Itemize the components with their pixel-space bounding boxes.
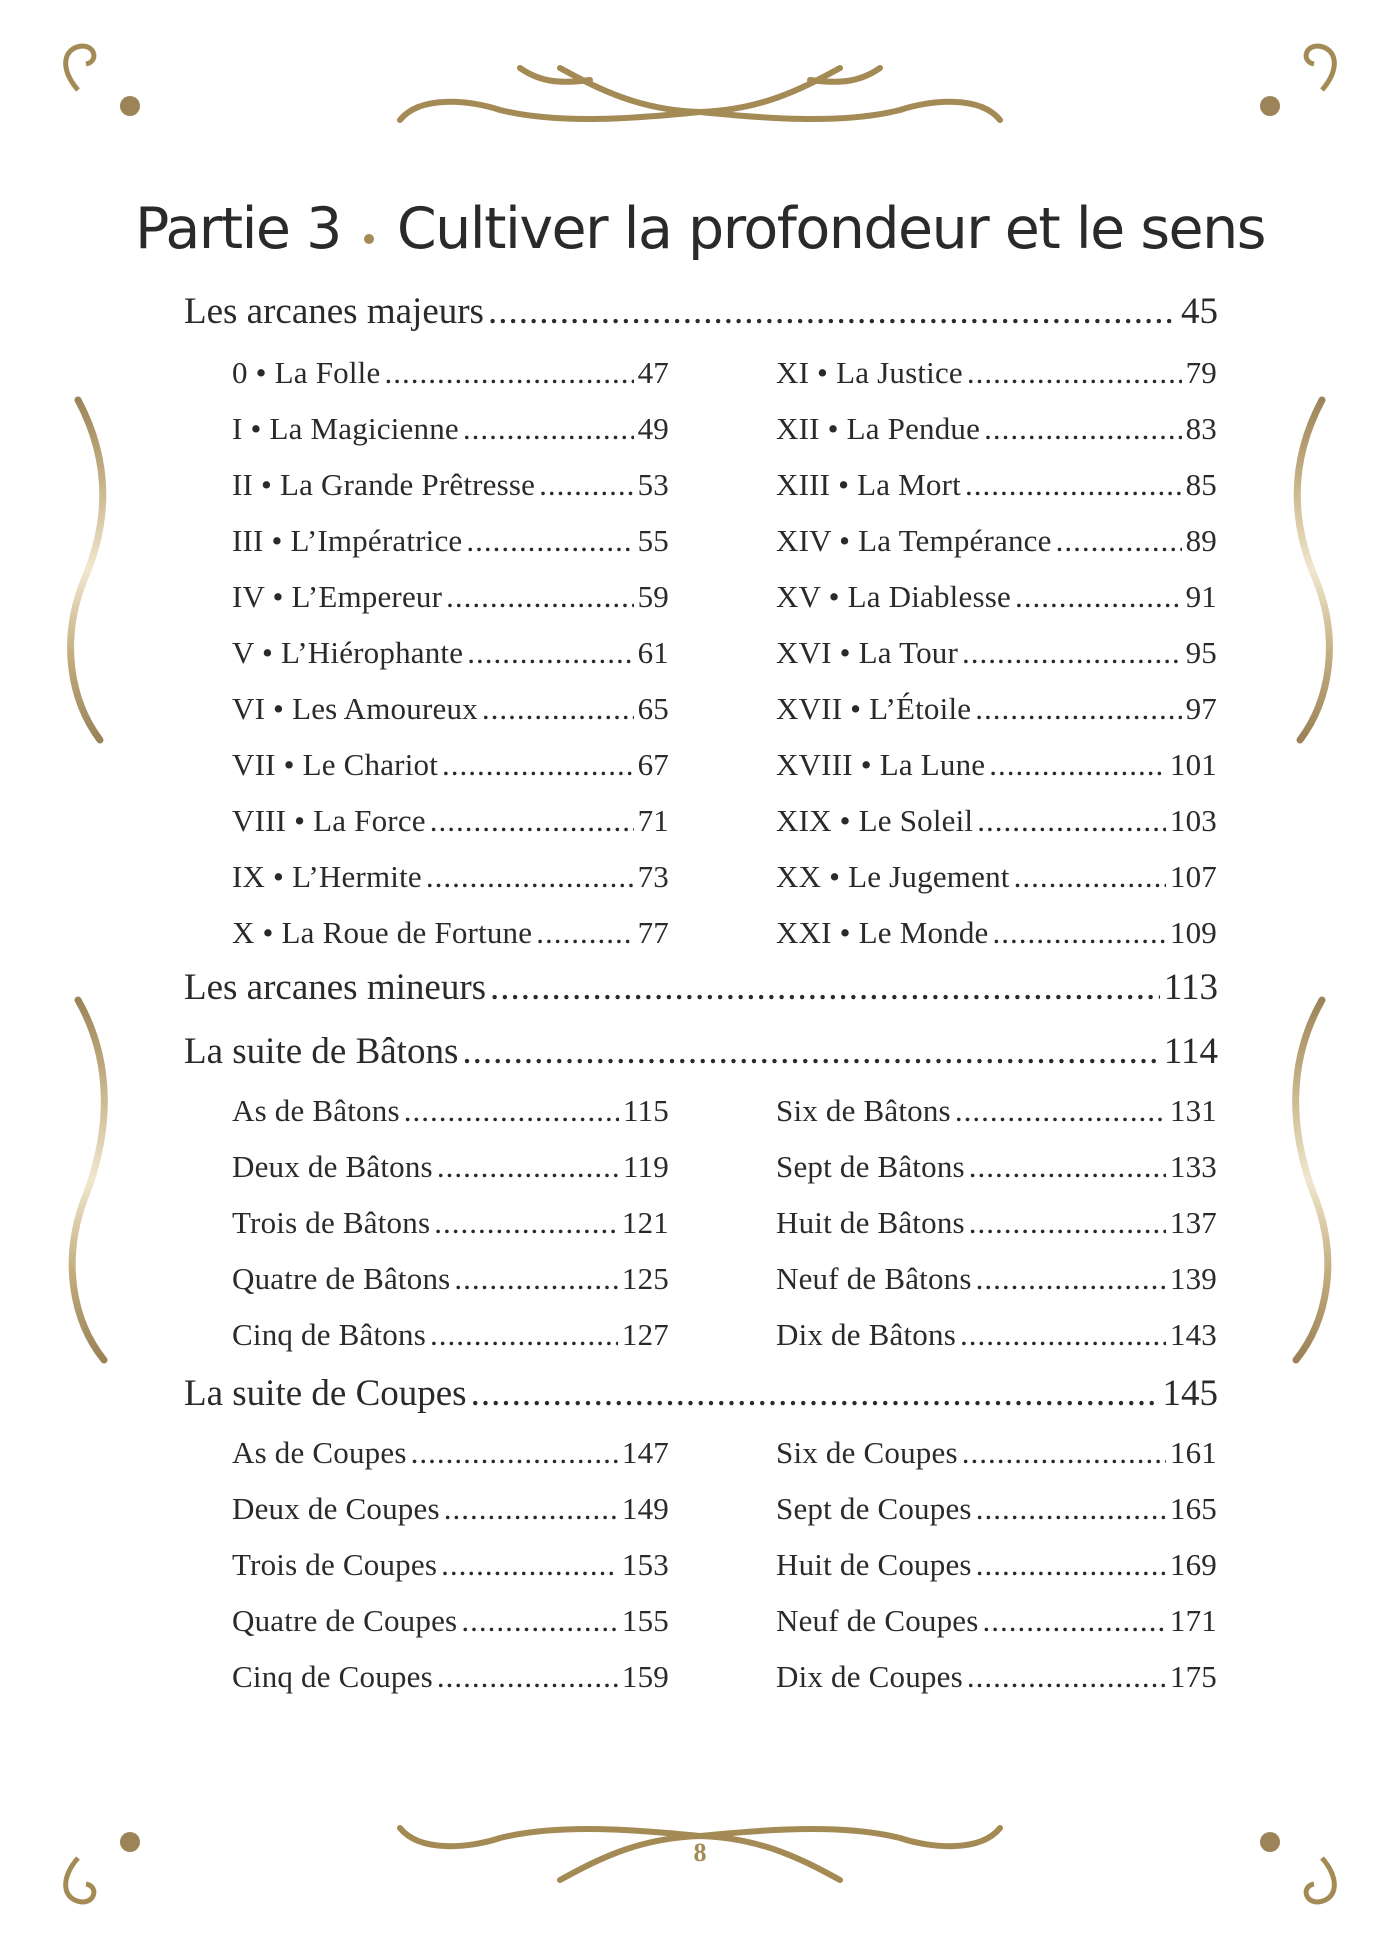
toc-section-page: 113 (1163, 967, 1218, 1008)
toc-entry-page: 161 (1169, 1435, 1217, 1470)
toc-entry[interactable] (776, 859, 1217, 903)
toc-section[interactable] (184, 1030, 1218, 1080)
toc-entry-page: 125 (621, 1261, 669, 1296)
title-separator-dot (363, 193, 375, 259)
toc-entry[interactable] (232, 915, 669, 959)
toc-entry[interactable] (232, 803, 669, 847)
toc-entry-page: 101 (1169, 747, 1217, 782)
toc-section-label: La suite de Coupes (184, 1373, 467, 1414)
toc-entry-label: XX • Le Jugement (776, 859, 1010, 894)
leader-dots (976, 1547, 1166, 1583)
toc-entry-label: Sept de Coupes (776, 1491, 972, 1526)
leader-dots (437, 1149, 619, 1185)
leader-dots (430, 803, 634, 839)
toc-entry-label: Dix de Coupes (776, 1659, 963, 1694)
toc-entry[interactable] (776, 747, 1217, 791)
toc-section-page: 145 (1162, 1373, 1218, 1414)
toc-entry[interactable] (232, 747, 669, 791)
toc-entry-page: 67 (637, 747, 669, 782)
toc-entry[interactable] (776, 579, 1217, 623)
toc-section-page: 114 (1163, 1031, 1218, 1072)
toc-section[interactable] (184, 966, 1218, 1016)
toc-entry[interactable] (776, 1659, 1217, 1703)
toc-entry-page: 77 (637, 915, 669, 950)
toc-entry-page: 59 (637, 579, 669, 614)
toc-entry-page: 109 (1169, 915, 1217, 950)
toc-entry-label: III • L’Impératrice (232, 523, 463, 558)
toc-section-label: La suite de Bâtons (184, 1031, 459, 1072)
toc-entry-label: XVIII • La Lune (776, 747, 986, 782)
leader-dots (1056, 523, 1182, 559)
toc-entry-label: Six de Bâtons (776, 1093, 951, 1128)
toc-entry-label: Huit de Bâtons (776, 1205, 965, 1240)
toc-entry[interactable] (232, 1659, 669, 1703)
leader-dots (536, 915, 633, 951)
leader-dots (977, 803, 1166, 839)
leader-dots (437, 1659, 618, 1695)
toc-entry-page: 91 (1185, 579, 1217, 614)
leader-dots (490, 966, 1160, 1009)
toc-entry[interactable] (776, 1093, 1217, 1137)
toc-entry-page: 89 (1185, 523, 1217, 558)
toc-section[interactable] (184, 290, 1218, 340)
toc-entry-label: Trois de Coupes (232, 1547, 438, 1582)
leader-dots (384, 355, 633, 391)
leader-dots (1015, 579, 1182, 615)
toc-entry-page: 169 (1169, 1547, 1217, 1582)
toc-entry[interactable] (776, 1317, 1217, 1361)
toc-entry-label: IV • L’Empereur (232, 579, 443, 614)
page-title (0, 196, 1400, 265)
toc-entry[interactable] (232, 411, 669, 455)
toc-entry-page: 47 (637, 355, 669, 390)
toc-entry-label: I • La Magicienne (232, 411, 459, 446)
toc-entry-page: 85 (1185, 467, 1217, 502)
toc-entry[interactable] (776, 803, 1217, 847)
toc-entry-label: XVII • L’Étoile (776, 691, 972, 726)
leader-dots (454, 1261, 617, 1297)
leader-dots (539, 467, 633, 503)
top-flourish (400, 68, 1000, 120)
toc-entry-page: 171 (1169, 1603, 1217, 1638)
toc-entry[interactable] (776, 635, 1217, 679)
toc-entry-page: 71 (637, 803, 669, 838)
toc-entry-label: XIII • La Mort (776, 467, 961, 502)
leader-dots (955, 1093, 1166, 1129)
leader-dots (426, 859, 634, 895)
leader-dots (983, 1603, 1166, 1639)
toc-entry[interactable] (776, 355, 1217, 399)
leader-dots (411, 1435, 618, 1471)
part-label: Partie 3 (135, 196, 341, 262)
leader-dots (967, 355, 1182, 391)
toc-entry-label: V • L’Hiérophante (232, 635, 464, 670)
toc-entry-label: II • La Grande Prêtresse (232, 467, 536, 502)
leader-dots (434, 1205, 618, 1241)
leader-dots (442, 747, 634, 783)
toc-entry-label: Cinq de Bâtons (232, 1317, 426, 1352)
leader-dots (444, 1491, 618, 1527)
toc-entry-label: XI • La Justice (776, 355, 963, 390)
leader-dots (462, 1030, 1160, 1073)
toc-entry-label: XXI • Le Monde (776, 915, 989, 950)
toc-entry-label: As de Bâtons (232, 1093, 400, 1128)
toc-entry[interactable] (232, 355, 669, 399)
toc-entry[interactable] (776, 1547, 1217, 1591)
toc-entry-page: 79 (1185, 355, 1217, 390)
toc-entry[interactable] (232, 1205, 669, 1249)
toc-entry-label: Quatre de Bâtons (232, 1261, 451, 1296)
toc-entry-page: 115 (623, 1093, 669, 1128)
toc-entry-page: 49 (637, 411, 669, 446)
leader-dots (984, 411, 1182, 447)
toc-entry-page: 103 (1169, 803, 1217, 838)
toc-entry-page: 53 (637, 467, 669, 502)
toc-entry-page: 83 (1185, 411, 1217, 446)
leader-dots (976, 1261, 1166, 1297)
toc-entry[interactable] (232, 859, 669, 903)
toc-entry-page: 175 (1169, 1659, 1217, 1694)
toc-entry[interactable] (232, 635, 669, 679)
toc-entry[interactable] (232, 1149, 669, 1193)
toc-entry-page: 165 (1169, 1491, 1217, 1526)
toc-entry-page: 147 (621, 1435, 669, 1470)
toc-entry-label: VII • Le Chariot (232, 747, 439, 782)
leader-dots (976, 1491, 1166, 1527)
toc-entry[interactable] (776, 691, 1217, 735)
leader-dots (463, 411, 634, 447)
toc-entry[interactable] (232, 579, 669, 623)
toc-entry-label: Huit de Coupes (776, 1547, 972, 1582)
toc-entry[interactable] (776, 915, 1217, 959)
toc-entry[interactable] (232, 1093, 669, 1137)
toc-section[interactable] (184, 1372, 1218, 1422)
leader-dots (441, 1547, 618, 1583)
toc-entry-page: 149 (621, 1491, 669, 1526)
toc-section-label: Les arcanes majeurs (184, 291, 484, 332)
toc-entry[interactable] (232, 1261, 669, 1305)
toc-section-page: 45 (1181, 291, 1218, 332)
toc-entry-page: 107 (1169, 859, 1217, 894)
toc-entry[interactable] (232, 1317, 669, 1361)
leader-dots (989, 747, 1166, 783)
toc-entry-label: XV • La Diablesse (776, 579, 1011, 614)
toc-entry-page: 55 (637, 523, 669, 558)
leader-dots (965, 467, 1182, 503)
toc-entry-page: 155 (621, 1603, 669, 1638)
toc-entry[interactable] (232, 1603, 669, 1647)
leader-dots (471, 1372, 1159, 1415)
toc-entry[interactable] (232, 1435, 669, 1479)
leader-dots (975, 691, 1181, 727)
leader-dots (488, 290, 1177, 333)
leader-dots (446, 579, 633, 615)
toc-entry-label: Neuf de Coupes (776, 1603, 979, 1638)
page-number: 8 (693, 1838, 707, 1867)
toc-entry[interactable] (776, 467, 1217, 511)
toc-entry[interactable] (232, 1491, 669, 1535)
toc-entry-page: 119 (623, 1149, 669, 1184)
toc-entry[interactable] (232, 467, 669, 511)
toc-entry[interactable] (776, 523, 1217, 567)
toc-entry-label: VIII • La Force (232, 803, 426, 838)
toc-entry-label: VI • Les Amoureux (232, 691, 478, 726)
toc-entry-label: XVI • La Tour (776, 635, 959, 670)
toc-entry[interactable] (776, 1491, 1217, 1535)
toc-entry-page: 61 (637, 635, 669, 670)
toc-entry[interactable] (776, 1205, 1217, 1249)
toc-entry-page: 97 (1185, 691, 1217, 726)
leader-dots (993, 915, 1166, 951)
leader-dots (482, 691, 634, 727)
toc-entry-label: Neuf de Bâtons (776, 1261, 972, 1296)
toc-entry[interactable] (776, 1603, 1217, 1647)
toc-entry-label: Trois de Bâtons (232, 1205, 431, 1240)
toc-entry-label: Quatre de Coupes (232, 1603, 458, 1638)
toc-entry-label: Deux de Bâtons (232, 1149, 433, 1184)
toc-entry-label: Dix de Bâtons (776, 1317, 956, 1352)
toc-entry-label: IX • L’Hermite (232, 859, 422, 894)
toc-entry-page: 73 (637, 859, 669, 894)
leader-dots (461, 1603, 618, 1639)
toc-entry-page: 139 (1169, 1261, 1217, 1296)
toc-entry[interactable] (776, 1261, 1217, 1305)
leader-dots (430, 1317, 618, 1353)
toc-entry[interactable] (776, 411, 1217, 455)
toc-entry-page: 65 (637, 691, 669, 726)
toc-entry-label: Deux de Coupes (232, 1491, 440, 1526)
toc-entry[interactable] (232, 1547, 669, 1591)
leader-dots (1014, 859, 1166, 895)
toc-entry-page: 127 (621, 1317, 669, 1352)
leader-dots (969, 1205, 1166, 1241)
toc-section-label: Les arcanes mineurs (184, 967, 487, 1008)
toc-entry-page: 137 (1169, 1205, 1217, 1240)
toc-entry-label: As de Coupes (232, 1435, 407, 1470)
toc-entry-page: 133 (1169, 1149, 1217, 1184)
toc-entry-page: 143 (1169, 1317, 1217, 1352)
toc-entry-page: 131 (1169, 1093, 1217, 1128)
leader-dots (404, 1093, 619, 1129)
toc-entry-label: XII • La Pendue (776, 411, 981, 446)
leader-dots (962, 1435, 1166, 1471)
toc-entry-label: XIV • La Tempérance (776, 523, 1052, 558)
toc-entry-label: Cinq de Coupes (232, 1659, 433, 1694)
leader-dots (467, 635, 633, 671)
leader-dots (969, 1149, 1166, 1185)
toc-entry-page: 153 (621, 1547, 669, 1582)
toc-entry-label: XIX • Le Soleil (776, 803, 974, 838)
leader-dots (960, 1317, 1166, 1353)
toc-entry[interactable] (776, 1149, 1217, 1193)
toc-entry-page: 121 (621, 1205, 669, 1240)
toc-entry-page: 159 (621, 1659, 669, 1694)
toc-entry-label: X • La Roue de Fortune (232, 915, 533, 950)
toc-entry[interactable] (232, 523, 669, 567)
toc-entry-label: Sept de Bâtons (776, 1149, 965, 1184)
toc-entry-page: 95 (1185, 635, 1217, 670)
leader-dots (466, 523, 633, 559)
leader-dots (967, 1659, 1166, 1695)
toc-entry[interactable] (776, 1435, 1217, 1479)
toc-entry-label: Six de Coupes (776, 1435, 958, 1470)
toc-entry[interactable] (232, 691, 669, 735)
toc-entry-label: 0 • La Folle (232, 355, 381, 390)
leader-dots (962, 635, 1182, 671)
part-title: Cultiver la profondeur et le sens (396, 196, 1265, 262)
